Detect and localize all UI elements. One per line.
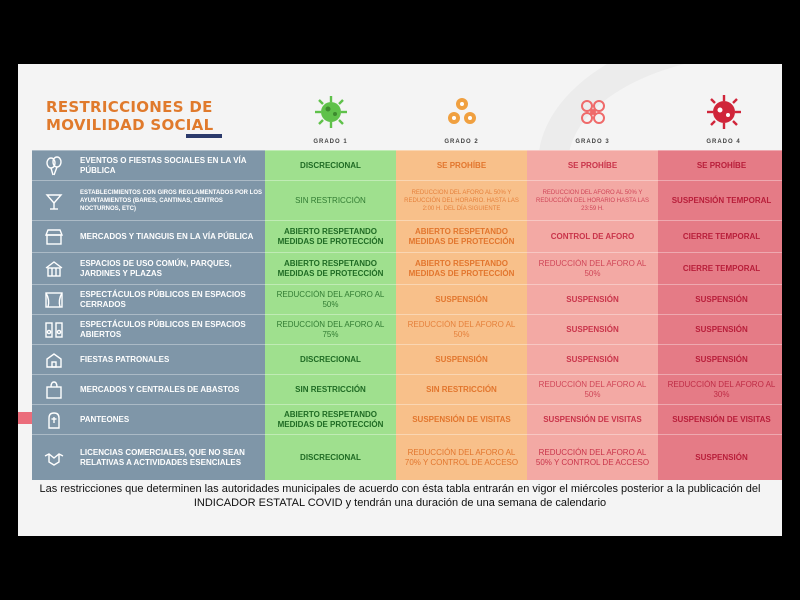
grade-4-label: GRADO 4 [706, 139, 741, 145]
grade-2-cell: REDUCCIÓN DEL AFORO AL 50% Y REDUCCIÓN DEL HORARIO. HASTA LAS 2:00 H. DEL DÍA SIGUIENTE [404, 190, 519, 212]
grade-3-cell: REDUCCIÓN DEL AFORO AL 50% [538, 259, 647, 278]
grade-1-cell: SIN RESTRICCIÓN [295, 196, 366, 205]
grade-4-cell: CIERRE TEMPORAL [682, 232, 761, 241]
grade-1-cell: DISCRECIONAL [300, 355, 361, 364]
grade-3-cell: SUSPENSIÓN [566, 325, 619, 334]
grade-4-cell: SUSPENSIÓN [695, 325, 748, 334]
grade-1-cell: ABIERTO RESPETANDO MEDIDAS DE PROTECCIÓN [277, 227, 384, 246]
virus-red-icon [706, 94, 742, 130]
row-label: MERCADOS Y CENTRALES DE ABASTOS [80, 385, 240, 394]
grade-3-cell: CONTROL DE AFORO [550, 232, 635, 241]
grade-3-cell: REDUCCIÓN DEL AFORO AL 50% Y REDUCCIÓN DEL HORARIO HASTA LAS 23:59 H. [535, 190, 650, 212]
grade-2-cell: SUSPENSIÓN [435, 355, 488, 364]
row-label: ESPACIOS DE USO COMÚN, PARQUES, JARDINES Y PLAZAS [80, 259, 232, 278]
table-row [32, 220, 782, 253]
grade-4-cell: SUSPENSIÓN [695, 453, 748, 462]
grade-1-cell: DISCRECIONAL [300, 453, 361, 462]
table-row [32, 314, 782, 345]
grade-1-cell: REDUCCIÓN DEL AFORO AL 50% [276, 290, 385, 309]
row-label: LICENCIAS COMERCIALES, QUE NO SEAN RELATIVAS A ACTIVIDADES ESENCIALES [80, 448, 245, 467]
grade-1-cell: SIN RESTRICCIÓN [295, 385, 366, 394]
virus-green-icon [313, 94, 349, 130]
title-line-2: MOVILIDAD SOCIAL [46, 116, 214, 134]
page-title [46, 98, 213, 134]
grade-3-cell: SUSPENSIÓN [566, 295, 619, 304]
table-row [32, 252, 782, 285]
grade-1-label: GRADO 1 [313, 139, 348, 145]
grade-1-cell: ABIERTO RESPETANDO MEDIDAS DE PROTECCIÓN [277, 259, 384, 278]
grade-2-header [396, 94, 527, 145]
grade-3-cell: SE PROHÍBE [567, 161, 618, 170]
grade-4-cell: CIERRE TEMPORAL [682, 264, 761, 273]
grade-2-cell: SUSPENSIÓN DE VISITAS [412, 415, 511, 424]
row-label: PANTEONES [80, 415, 130, 424]
row-label: ESPECTÁCULOS PÚBLICOS EN ESPACIOS CERRADOS [80, 290, 246, 309]
grade-4-cell: SUSPENSIÓN DE VISITAS [672, 415, 771, 424]
table-row [32, 344, 782, 375]
grade-3-cell: SUSPENSIÓN DE VISITAS [543, 415, 642, 424]
row-label: ESTABLECIMIENTOS CON GIROS REGLAMENTADOS POR LOS AYUNTAMIENTOS (BARES, CANTINAS, CENTROS NOCTURNOS, ETC) [80, 190, 263, 212]
row-label: MERCADOS Y TIANGUIS EN LA VÍA PÚBLICA [80, 232, 254, 241]
title-line-1: RESTRICCIONES DE [46, 98, 213, 116]
grade-1-cell: REDUCCIÓN DEL AFORO AL 75% [276, 320, 385, 339]
table-row [32, 374, 782, 405]
grade-4-cell: SUSPENSIÓN [695, 295, 748, 304]
grade-4-cell: SUSPENSIÓN [695, 355, 748, 364]
row-label: FIESTAS PATRONALES [80, 355, 170, 364]
grade-2-cell: REDUCCIÓN DEL AFORO AL 70% Y CONTROL DE ACCESO [404, 448, 519, 467]
grade-2-cell: SIN RESTRICCIÓN [426, 385, 497, 394]
table-row [32, 404, 782, 435]
title-underline [186, 134, 222, 138]
grade-2-cell: SE PROHÍBE [436, 161, 487, 170]
grade-3-cell: REDUCCIÓN DEL AFORO AL 50% [538, 380, 647, 399]
table-row [32, 180, 782, 221]
infographic-panel [18, 64, 782, 536]
grade-1-header [265, 94, 396, 145]
grade-4-cell: REDUCCIÓN DEL AFORO AL 30% [667, 380, 776, 399]
grade-2-cell: REDUCCIÓN DEL AFORO AL 50% [407, 320, 516, 339]
virus-pink-icon [575, 94, 611, 130]
grade-3-cell: SUSPENSIÓN [566, 355, 619, 364]
table-row [32, 284, 782, 315]
grade-2-cell: ABIERTO RESPETANDO MEDIDAS DE PROTECCIÓN [408, 259, 515, 278]
grade-2-label: GRADO 2 [444, 139, 479, 145]
grade-2-cell: ABIERTO RESPETANDO MEDIDAS DE PROTECCIÓN [408, 227, 515, 246]
grade-3-label: GRADO 3 [575, 139, 610, 145]
grade-3-header [527, 94, 658, 145]
grade-3-cell: REDUCCIÓN DEL AFORO AL 50% Y CONTROL DE ACCESO [535, 448, 650, 467]
grade-2-cell: SUSPENSIÓN [435, 295, 488, 304]
grade-4-cell: SE PROHÍBE [696, 161, 747, 170]
row-label: EVENTOS O FIESTAS SOCIALES EN LA VÍA PÚBLICA [80, 156, 247, 175]
grade-1-cell: DISCRECIONAL [300, 161, 361, 170]
table-row [32, 150, 782, 181]
virus-orange-icon [444, 94, 480, 130]
table-row [32, 434, 782, 481]
grade-1-cell: ABIERTO RESPETANDO MEDIDAS DE PROTECCIÓN [277, 410, 384, 429]
grade-4-cell: SUSPENSIÓN TEMPORAL [671, 196, 772, 205]
row-label: ESPECTÁCULOS PÚBLICOS EN ESPACIOS ABIERTOS [80, 320, 246, 339]
grade-4-header [658, 94, 782, 145]
restrictions-table [32, 150, 782, 480]
footnote-caption: Las restricciones que determinen las autoridades municipales de acuerdo con ésta tabla entrarán en vigor el miércoles posterior a la publicación del INDICADOR ESTATAL COVID y tendrán una duración de una semana de calendario [39, 483, 761, 509]
